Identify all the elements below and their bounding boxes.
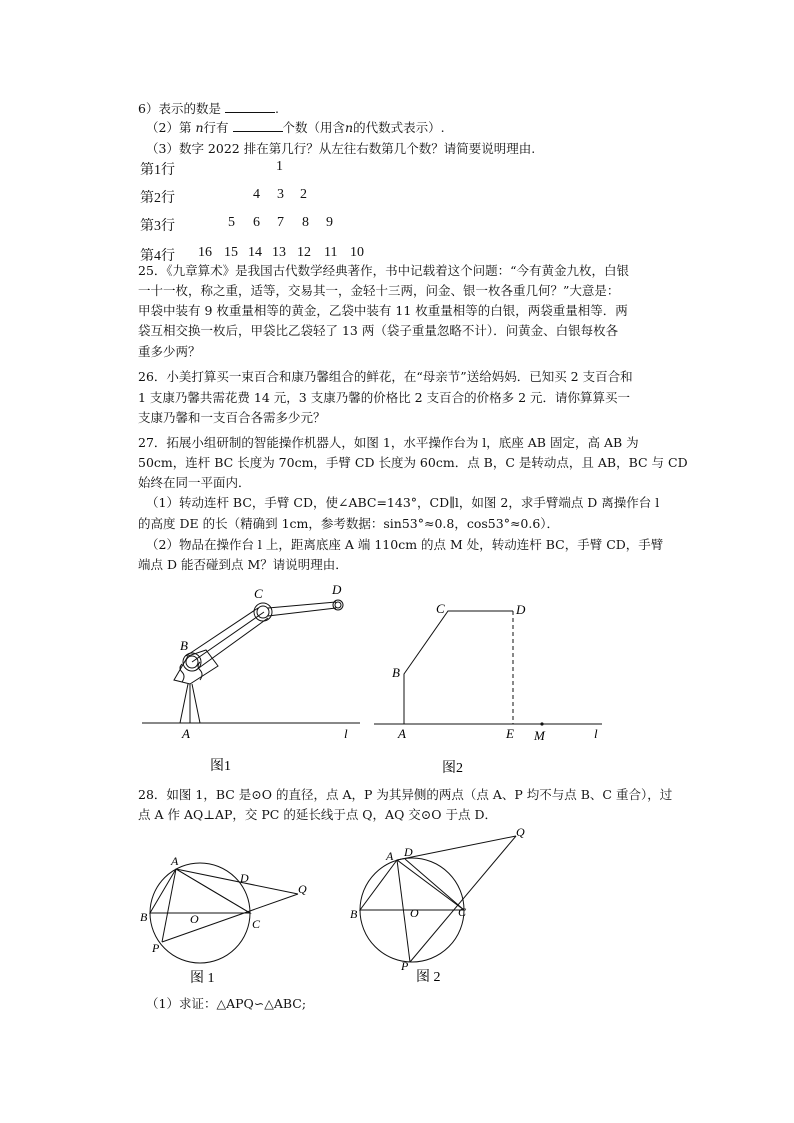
q28-line: 点 A 作 AQ⊥AP，交 PC 的延长线于点 Q，AQ 交⊙O 于点 D． — [138, 807, 497, 822]
q24-line3: （3）数字 2022 排在第几行？从左往右数第几个数？请简要说明理由. — [146, 141, 536, 156]
q28-sub1: （1）求证：△APQ∽△ABC; — [146, 996, 307, 1011]
joint-c-inner — [257, 606, 269, 618]
label-l: l — [344, 726, 348, 741]
triangle-number: 8 — [302, 215, 309, 230]
answer-blank — [233, 119, 283, 132]
line-ap — [397, 860, 410, 962]
label-m: M — [534, 728, 545, 743]
label-d: D — [240, 871, 249, 885]
q27-line: 的高度 DE 的长（精确到 1cm，参考数据：sin53°≈0.8，cos53°≈0.6）． — [138, 516, 560, 531]
q24-line2-mid: 行有 — [203, 120, 229, 135]
q24-line2-post: 个数（用含 — [282, 120, 346, 135]
q25-line: 袋互相交换一枚后，甲袋比乙袋轻了 13 两（袋子重量忽略不计）．问黄金、白银每枚各 — [138, 323, 619, 338]
q25-line: 25．《九章算术》是我国古代数学经典著作，书中记载着这个问题：“今有黄金九枚，白银 — [138, 263, 630, 278]
robot-abcd — [404, 611, 513, 724]
q28-figure-1 — [136, 848, 316, 988]
label-a: A — [171, 854, 179, 868]
label-o: O — [410, 906, 419, 920]
q27-line: 27．拓展小组研制的智能操作机器人，如图 1，水平操作台为 l，底座 AB 固定，高 AB 为 — [138, 435, 639, 450]
row-label: 第1行 — [140, 163, 175, 178]
q28-line: 28．如图 1，BC 是⊙O 的直径，点 A，P 为其异侧的两点（点 A、P 均不与点 B、C 重合），过 — [138, 787, 673, 802]
q27-line: 始终在同一平面内． — [138, 475, 251, 490]
triangle-number: 7 — [277, 215, 284, 230]
triangle-abc — [360, 860, 464, 910]
figure-caption: 图 1 — [190, 971, 215, 986]
label-a: A — [386, 849, 394, 863]
q27-figure-1 — [130, 580, 370, 780]
q24-line2-end: 的代数式表示）. — [353, 120, 445, 135]
triangle-number: 11 — [324, 245, 338, 260]
label-e: E — [506, 726, 514, 741]
q24-line2 — [146, 119, 445, 136]
row-label: 第2行 — [140, 191, 175, 206]
figure-caption: 图1 — [210, 759, 231, 774]
label-o: O — [190, 912, 199, 926]
q25-line: 一十一枚，称之重，适等，交易其一，金轻十三两，问金、银一枚各重几何？”大意是： — [138, 283, 620, 298]
row-label: 第3行 — [140, 219, 175, 234]
arm-cd — [268, 602, 336, 616]
q28-figure-2 — [346, 826, 536, 986]
triangle-number: 9 — [326, 215, 333, 230]
robot-base — [180, 682, 200, 723]
triangle-number: 3 — [277, 187, 284, 202]
q26-line: 支康乃馨和一支百合各需多少元？ — [138, 410, 326, 425]
q27-line: 端点 D 能否碰到点 M？请说明理由． — [138, 557, 348, 572]
label-b: B — [392, 665, 400, 680]
q24-line1-text: 6）表示的数是 — [138, 101, 221, 116]
q24-line1 — [138, 100, 279, 117]
triangle-number: 2 — [300, 187, 307, 202]
label-a: A — [182, 726, 190, 741]
q27-figure-2 — [370, 596, 610, 780]
triangle-number: 13 — [272, 245, 286, 260]
label-d: D — [516, 602, 526, 617]
line-aq — [176, 869, 298, 894]
figure-caption: 图 2 — [416, 970, 441, 985]
q24-line1-end: . — [274, 101, 279, 116]
line-pq — [410, 836, 516, 962]
figure-caption: 图2 — [442, 761, 463, 776]
label-q: Q — [298, 882, 307, 896]
label-p: P — [152, 941, 160, 955]
q24-line2-n: n — [195, 120, 204, 135]
end-d-inner — [335, 602, 341, 608]
label-a: A — [398, 726, 406, 741]
q27-line: （1）转动连杆 BC，手臂 CD，使∠ABC=143°，CD∥l，如图 2，求手臂端点 D 离操作台 l — [146, 495, 660, 510]
q25-line: 重多少两？ — [138, 344, 201, 359]
triangle-number: 15 — [224, 245, 238, 260]
label-q: Q — [516, 826, 525, 839]
point-m — [540, 722, 543, 725]
q25-line: 甲袋中装有 9 枚重量相等的黄金，乙袋中装有 11 枚重量相等的白银，两袋重量相等．两 — [138, 303, 628, 318]
triangle-number: 12 — [297, 245, 311, 260]
label-b: B — [350, 907, 358, 921]
label-b: B — [180, 638, 188, 653]
label-l: l — [594, 726, 598, 741]
triangle-number: 16 — [198, 245, 212, 260]
line-dc — [405, 859, 464, 910]
triangle-number: 10 — [350, 245, 364, 260]
q24-line2-n2: n — [345, 120, 354, 135]
triangle-number: 6 — [253, 215, 260, 230]
answer-blank — [225, 100, 275, 113]
q26-line: 26．小美打算买一束百合和康乃馨组合的鲜花，在“母亲节”送给妈妈．已知买 2 支百合和 — [138, 369, 633, 384]
label-c: C — [254, 586, 263, 601]
triangle-number: 14 — [248, 245, 262, 260]
triangle-abc — [150, 869, 250, 913]
label-c: C — [252, 917, 261, 931]
q27-line: （2）物品在操作台 l 上，距离底座 A 端 110cm 的点 M 处，转动连杆 BC，手臂 CD，手臂 — [146, 537, 664, 552]
label-c: C — [458, 905, 467, 919]
row-label: 第4行 — [140, 249, 175, 264]
label-d: D — [404, 845, 413, 859]
triangle-number: 5 — [228, 215, 235, 230]
q26-line: 1 支康乃馨共需花费 14 元，3 支康乃馨的价格比 2 支百合的价格多 2 元．请你算算买一 — [138, 390, 631, 405]
label-c: C — [436, 601, 445, 616]
triangle-number: 4 — [253, 187, 260, 202]
label-p: P — [401, 959, 409, 973]
line-ac — [176, 869, 250, 913]
line-aq — [397, 836, 516, 860]
q24-line2-pre: （2）第 — [146, 120, 192, 135]
label-d: D — [332, 582, 342, 597]
triangle-number: 1 — [276, 159, 283, 174]
label-b: B — [140, 910, 148, 924]
q27-line: 50cm，连杆 BC 长度为 70cm，手臂 CD 长度为 60cm．点 B，C 是转动点，且 AB，BC 与 CD — [138, 455, 688, 470]
